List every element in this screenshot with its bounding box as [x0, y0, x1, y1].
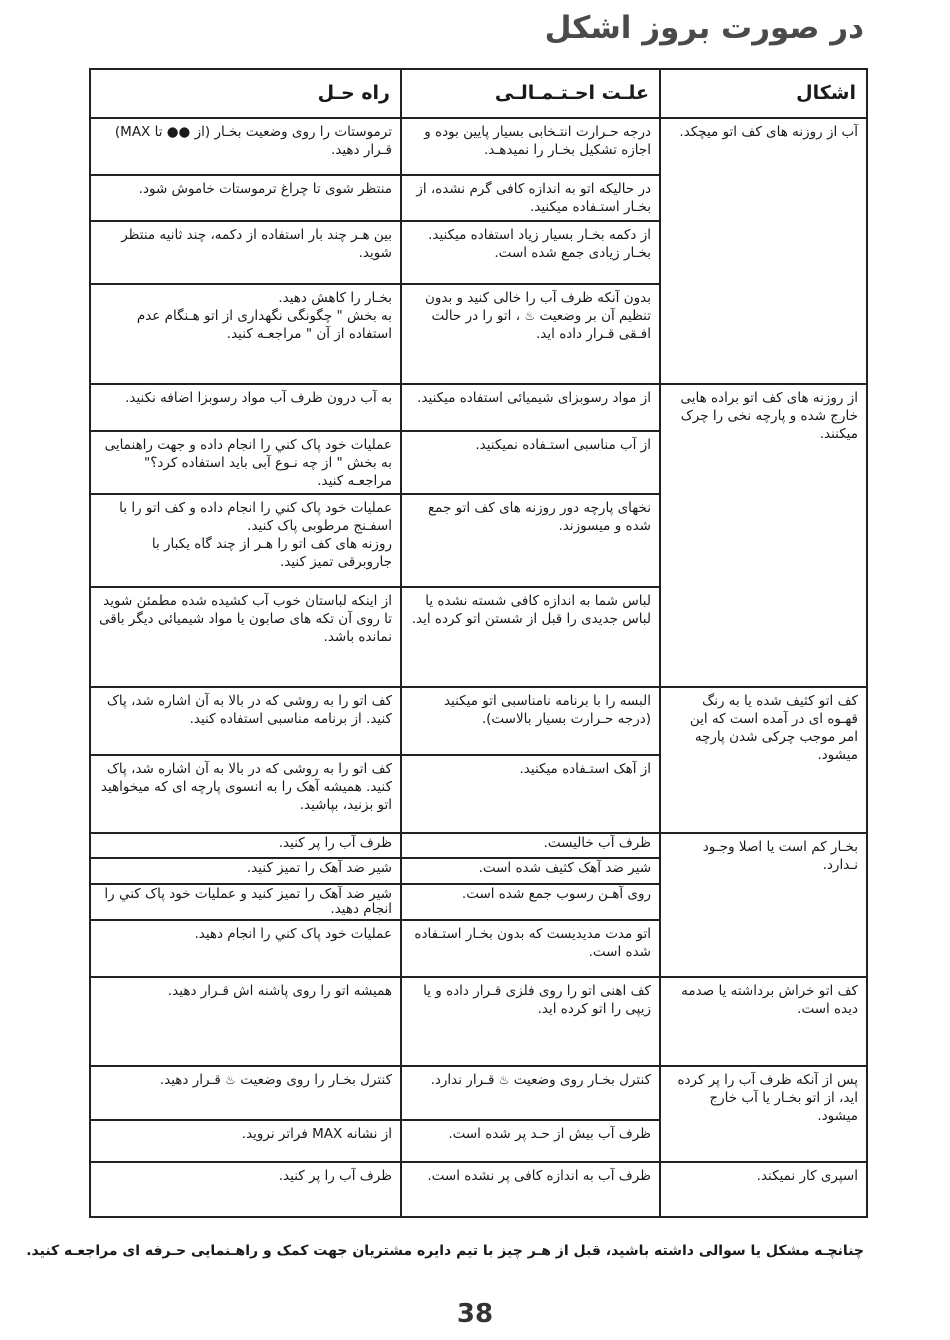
- solution-line: روزنه های کف اتو را هـر از چند گاه یکبار با جاروبرقی تمیز کنید.: [151, 536, 392, 570]
- table-row: [90, 687, 867, 755]
- cause-cell: از مواد رسوبزای شیمیائی استفاده میکنید.: [401, 384, 660, 431]
- page-title: در صورت بروز اشکل: [544, 10, 864, 46]
- cause-cell: [401, 1066, 660, 1120]
- solution-cell: منتظر شوی تا چراغ ترموستات خاموش شود.: [90, 175, 401, 221]
- cause-cell: شیر ضد آهک کثیف شده است.: [401, 858, 660, 884]
- solution-cell: بین هـر چند بار استفاده از دکمه، چند ثانیه منتظر شوید.: [90, 221, 401, 284]
- cause-cell: اتو مدت مدیدیست که بدون بخـار استـفاده شده است.: [401, 920, 660, 977]
- cause-cell: ظرف آب خالیست.: [401, 833, 660, 858]
- solution-line: عملیات خود پاک كني را انجام داده و کف اتو را با اسفـنج مرطوبی پاک کنید.: [119, 500, 392, 535]
- cause-cell: درجه حـرارت انتـخابی بسیار پایین بوده و اجازه تشکیل بخـار را نمیدهـد.: [401, 118, 660, 175]
- solution-text-after: قـرار دهید.: [159, 1072, 221, 1089]
- cause-cell: کف اهنی اتو را روی فلزی قـرار داده و یا زیپی را اتو کرده اید.: [401, 977, 660, 1066]
- cause-cell: از دکمه بخـار بسیار زیاد استفاده میکنید. بخـار زیادی جمع شده است.: [401, 221, 660, 284]
- table-row: [90, 833, 867, 858]
- solution-cell: به آب درون ظرف آب مواد رسوبزا اضافه نکنید.: [90, 384, 401, 431]
- cause-cell: نخهای پارچه دور روزنه های کف اتو جمع شده و میسوزند.: [401, 494, 660, 587]
- page-number: 38: [456, 1299, 494, 1329]
- cause-cell: در حالیکه اتو به اندازه کافی گرم نشده، از بخـار استـفاده میکنید.: [401, 175, 660, 221]
- problem-cell: پس از آنکه ظرف آب را پر کرده اید، از اتو بخـار یا آب خارج میشود.: [660, 1066, 867, 1162]
- table-row: [90, 118, 867, 175]
- solution-cell: از اینکه لباستان خوب آب کشیده شده مطمئن شوید تا روی آن تکه های صابون یا مواد شیمیائی دیگر باقی نمانده باشد.: [90, 587, 401, 687]
- cause-cell: [401, 284, 660, 384]
- header-problem: اشکال: [660, 69, 867, 118]
- solution-cell: کف اتو را به روشی که در بالا به آن اشاره شد، پاک کنید. همیشه آهک را به انسوی پارچه ای که میخواهید اتو بزنید، بپاشید.: [90, 755, 401, 833]
- problem-cell: آب از روزنه های کف اتو میچکد.: [660, 118, 867, 384]
- cause-text-before: کنترل بخـار روی وضعیت: [513, 1072, 651, 1089]
- problem-cell: کف اتو خراش برداشته یا صدمه دیده است.: [660, 977, 867, 1066]
- steam-icon: ♨: [498, 1073, 510, 1088]
- table-row: [90, 1162, 867, 1217]
- solution-text-before: کنترل بخـار را روی وضعیت: [240, 1072, 392, 1089]
- solution-cell: ظرف آب را پر کنید.: [90, 833, 401, 858]
- table-row: [90, 384, 867, 431]
- solution-cell: از نشانه MAX فراتر نروید.: [90, 1120, 401, 1162]
- solution-cell: ظرف آب را پر کنید.: [90, 1162, 401, 1217]
- cause-cell: ظرف آب به اندازه کافی پر نشده است.: [401, 1162, 660, 1217]
- solution-cell: [90, 1066, 401, 1120]
- solution-cell: همیشه اتو را روی پاشنه اش قـرار دهید.: [90, 977, 401, 1066]
- solution-line: به بخش " چگونگی نگهداری از اتو هـنگام عدم استفاده از آن " مراجعـه کنید.: [136, 307, 392, 342]
- table-row: [90, 1066, 867, 1120]
- problem-cell: از روزنه های کف اتو براده هایی خارج شده و پارچه نخی را چرک میکنند.: [660, 384, 867, 687]
- header-cause: علـت احـتـمـالـی: [401, 69, 660, 118]
- solution-cell: عملیات خود پاک كني را انجام داده و جهت راهنمایی به بخش " از چه نـوع آبی باید استفاده کرد؟" مراجعـه کنید.: [90, 431, 401, 494]
- troubleshooting-table: [89, 68, 868, 1218]
- solution-cell: ترموستات را روی وضعیت بخـار (از ●● تا MAX) قـرار دهید.: [90, 118, 401, 175]
- footer-note: چنانچـه مشکل یا سوالی داشته باشید، قبل از هـر چیز با تیم دایره مشتریان جهت کمک و راهـنمایی حـرفه ای مراجعـه کنید.: [26, 1243, 864, 1259]
- cause-cell: از آهک استـفاده میکنید.: [401, 755, 660, 833]
- solution-cell: [90, 494, 401, 587]
- solution-cell: [90, 284, 401, 384]
- solution-line: بخـار را کاهش دهید.: [278, 290, 392, 306]
- problem-cell: کف اتو کثیف شده یا به رنگ قهـوه ای در آمده است که این امر موجب چرکی شدن پارچه میشود.: [660, 687, 867, 833]
- solution-cell: شیر ضد آهک را تمیز کنید و عملیات خود پاک كني را انجام دهید.: [90, 884, 401, 920]
- cause-text-before: بدون آنکه ظرف آب را خالی کنید و بدون تنظیم آن بر وضعیت: [424, 290, 651, 324]
- table-row: [90, 977, 867, 1066]
- solution-cell: کف اتو را به روشی که در بالا به آن اشاره شد، پاک کنید. از برنامه مناسبی استفاده کنید.: [90, 687, 401, 755]
- header-solution: راه حـل: [90, 69, 401, 118]
- steam-icon: ♨: [524, 308, 536, 323]
- cause-cell: البسه را با برنامه نامناسبی اتو میکنید (درجه حـرارت بسیار بالاست).: [401, 687, 660, 755]
- problem-cell: اسپری کار نمیکند.: [660, 1162, 867, 1217]
- solution-cell: عملیات خود پاک كني را انجام دهید.: [90, 920, 401, 977]
- cause-cell: لباس شما به اندازه کافی شسته نشده یا لباس جدیدی را قبل از شستن اتو کرده اید.: [401, 587, 660, 687]
- cause-cell: روی آهـن رسوب جمع شده است.: [401, 884, 660, 920]
- steam-icon: ♨: [225, 1073, 236, 1088]
- solution-cell: شیر ضد آهک را تمیز کنید.: [90, 858, 401, 884]
- cause-cell: ظرف آب بیش از حـد پر شده است.: [401, 1120, 660, 1162]
- cause-text-after: ، اتو را در حالت افـقی قـرار داده اید.: [431, 307, 651, 342]
- cause-cell: از آب مناسبی استـفاده نمیکنید.: [401, 431, 660, 494]
- problem-cell: بخـار کم است یا اصلا وجـود نـدارد.: [660, 833, 867, 977]
- cause-text-after: قـرار ندارد.: [430, 1072, 495, 1089]
- table-header-row: [90, 69, 867, 118]
